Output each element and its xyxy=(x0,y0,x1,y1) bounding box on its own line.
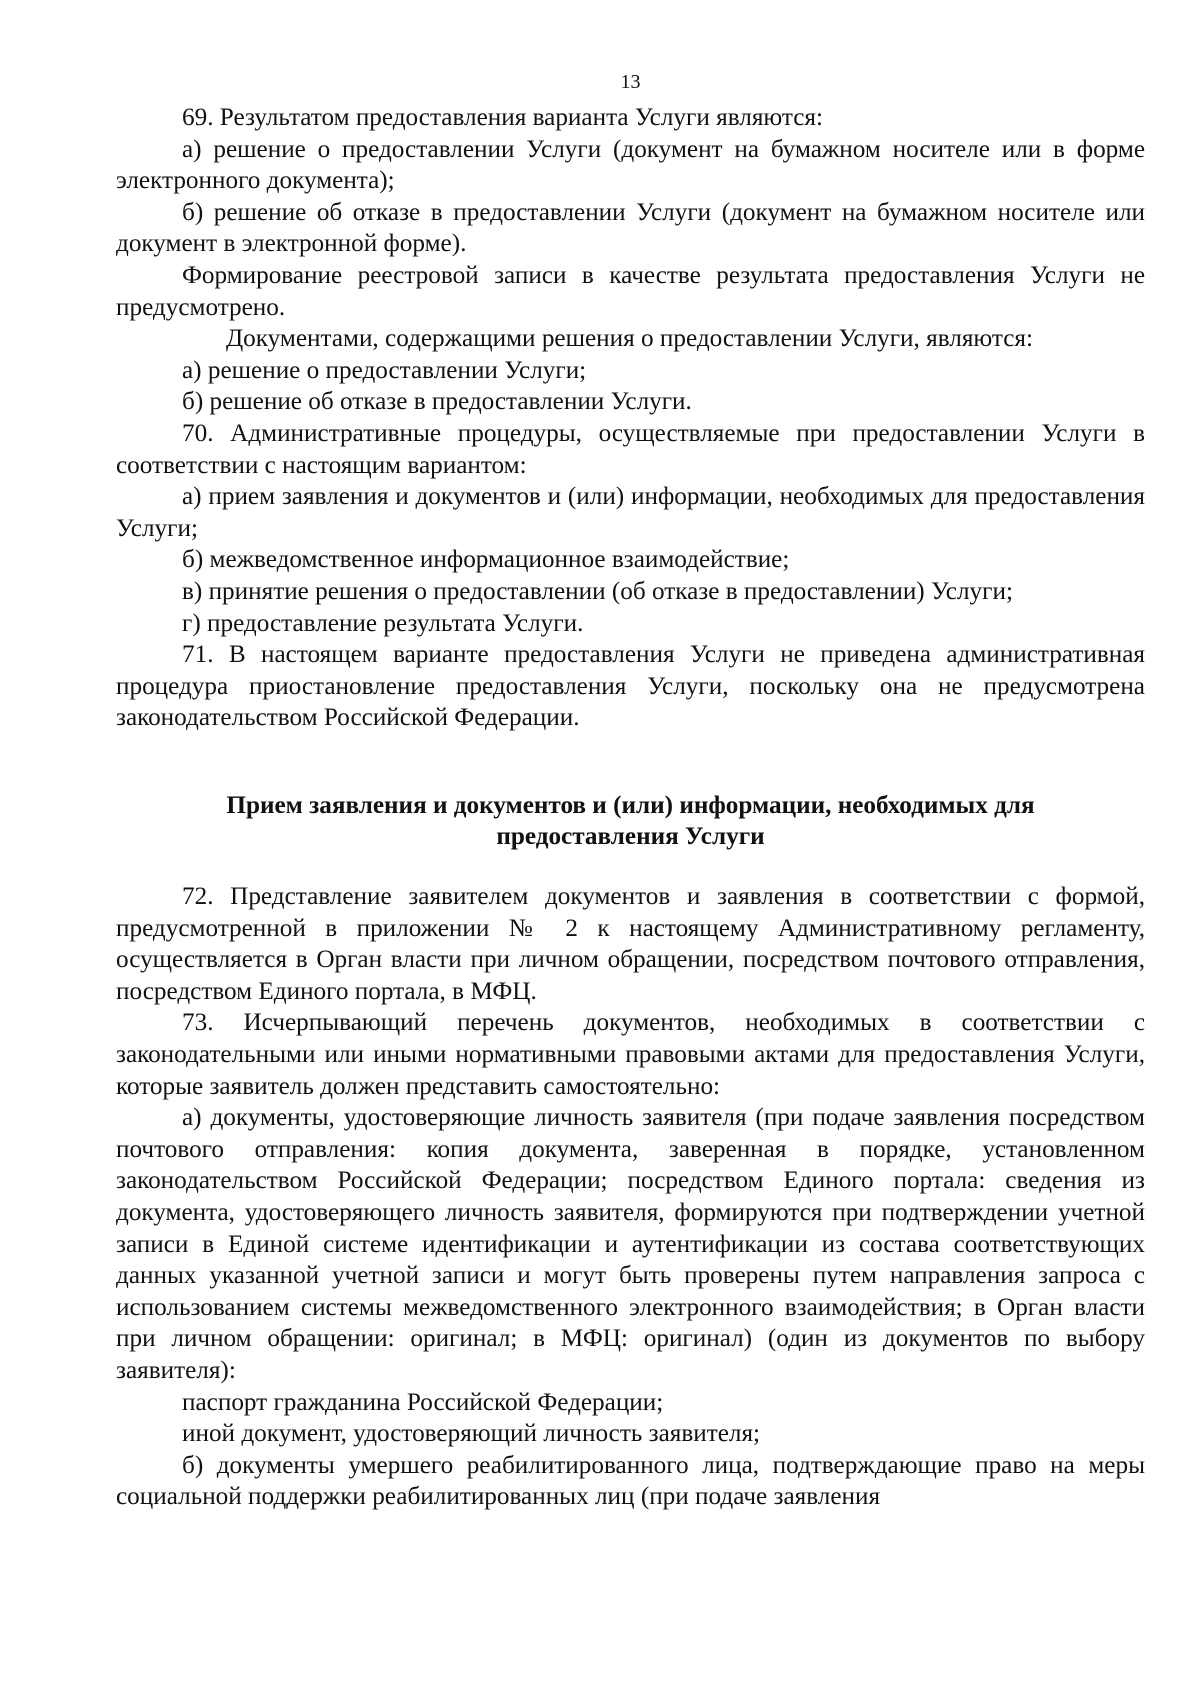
paragraph-70-d: г) предоставление результата Услуги. xyxy=(182,609,584,637)
section-heading-line-2: предоставления Услуги xyxy=(496,823,765,851)
paragraph-69: 69. Результатом предоставления варианта Услуги являются: xyxy=(182,104,823,131)
paragraph-registry-record: Формирование реестровой записи в качестве результата предоставления Услуги не предусмотрено. xyxy=(116,261,1145,321)
paragraph-69-a: а) решение о предоставлении Услуги (документ на бумажном носителе или в форме электронного документа); xyxy=(116,135,1145,195)
section-application-intake xyxy=(116,881,1145,1513)
section-results xyxy=(116,102,1145,734)
paragraph-other-id: иной документ, удостоверяющий личность заявителя; xyxy=(182,1420,761,1448)
paragraph-70-b: б) межведомственное информационное взаимодействие; xyxy=(182,546,790,574)
paragraph-72: 72. Представление заявителем документов и заявления в соответствии с формой, предусмотренной в приложении № 2 к настоящему Административному регламенту, осуществляется в Орган власти при личном обращении, посредством почтового отправления, посредством Единого портала, в МФЦ. xyxy=(116,883,1145,1005)
paragraph-passport: паспорт гражданина Российской Федерации; xyxy=(182,1388,664,1416)
paragraph-decision-a: а) решение о предоставлении Услуги; xyxy=(182,356,587,384)
page-number: 13 xyxy=(620,71,641,93)
section-heading-line-1: Прием заявления и документов и (или) информации, необходимых для xyxy=(226,791,1035,819)
paragraph-70-c: в) принятие решения о предоставлении (об отказе в предоставлении) Услуги; xyxy=(182,577,1013,605)
section-heading xyxy=(116,790,1145,853)
paragraph-decision-b: б) решение об отказе в предоставлении Услуги. xyxy=(182,388,692,416)
paragraph-70: 70. Административные процедуры, осуществляемые при предоставлении Услуги в соответствии с настоящим вариантом: xyxy=(116,419,1145,479)
paragraph-73-a: а) документы, удостоверяющие личность заявителя (при подаче заявления посредством почтового отправления: копия документа, заверенная в порядке, установленном законодательством Российской Федерации; посредством Единого портала: сведения из документа, удостоверяющего личность заявителя, формируются при подтверждении учетной записи в Единой системе идентификации и аутентификации из состава соответствующих данных указанной учетной записи и могут быть проверены путем направления запроса с использованием системы межведомственного электронного взаимодействия; в Орган власти при личном обращении: оригинал; в МФЦ: оригинал) (один из документов по выбору заявителя): xyxy=(116,1104,1145,1384)
paragraph-73: 73. Исчерпывающий перечень документов, необходимых в соответствии с законодательными или иными нормативными правовыми актами для предоставления Услуги, которые заявитель должен представить самостоятельно: xyxy=(116,1009,1145,1100)
paragraph-decision-documents: Документами, содержащими решения о предоставлении Услуги, являются: xyxy=(226,325,1033,353)
paragraph-69-b: б) решение об отказе в предоставлении Услуги (документ на бумажном носителе или документ в электронной форме). xyxy=(116,198,1145,258)
paragraph-73-b: б) документы умершего реабилитированного лица, подтверждающие право на меры социальной поддержки реабилитированных лиц (при подаче заявления xyxy=(116,1451,1145,1511)
paragraph-71: 71. В настоящем варианте предоставления Услуги не приведена административная процедура приостановление предоставления Услуги, поскольку она не предусмотрена законодательством Российской Федерации. xyxy=(116,641,1145,732)
paragraph-70-a: а) прием заявления и документов и (или) информации, необходимых для предоставления Услуги; xyxy=(116,483,1145,542)
